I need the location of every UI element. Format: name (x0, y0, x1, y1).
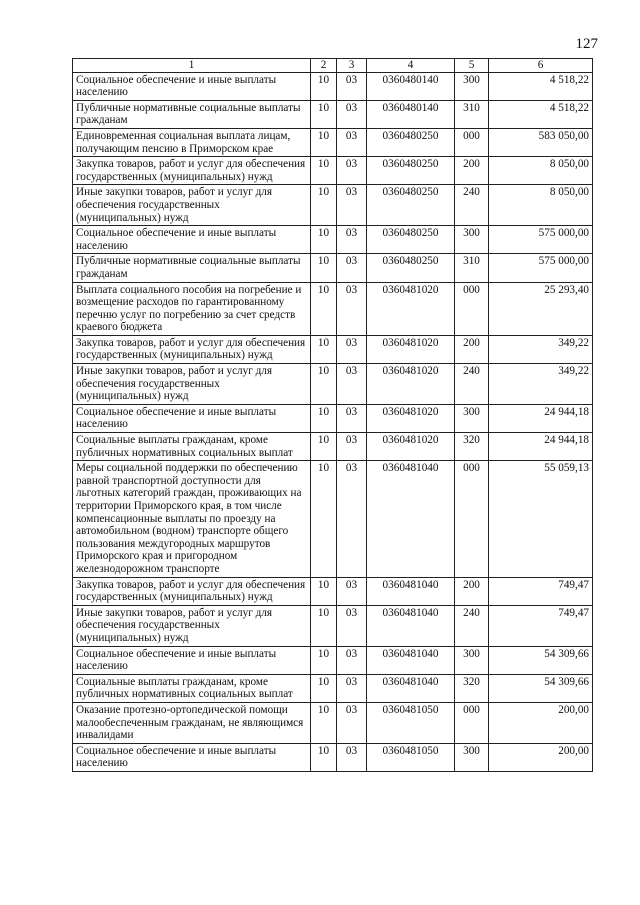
expense-type-code-cell: 200 (455, 157, 489, 185)
target-item-code-cell: 0360481020 (367, 335, 455, 363)
column-header-3: 3 (337, 59, 367, 73)
target-item-code-cell: 0360481050 (367, 702, 455, 743)
target-item-code-cell: 0360481050 (367, 743, 455, 771)
row-name-cell: Социальное обеспечение и иные выплаты населению (73, 743, 311, 771)
amount-cell: 24 944,18 (489, 404, 593, 432)
table-row (73, 577, 593, 605)
target-item-code-cell: 0360481040 (367, 577, 455, 605)
row-name-cell: Иные закупки товаров, работ и услуг для обеспечения государственных (муниципальных) нужд (73, 605, 311, 646)
expense-type-code-cell: 300 (455, 226, 489, 254)
row-name-cell: Единовременная социальная выплата лицам, получающим пенсию в Приморском крае (73, 128, 311, 156)
table-row (73, 433, 593, 461)
row-name-cell: Закупка товаров, работ и услуг для обеспечения государственных (муниципальных) нужд (73, 577, 311, 605)
expense-type-code-cell: 200 (455, 577, 489, 605)
expense-type-code-cell: 300 (455, 646, 489, 674)
amount-cell: 200,00 (489, 743, 593, 771)
subsection-code-cell: 03 (337, 254, 367, 282)
row-name-cell: Социальное обеспечение и иные выплаты населению (73, 404, 311, 432)
column-header-5: 5 (455, 59, 489, 73)
subsection-code-cell: 03 (337, 364, 367, 405)
column-header-6: 6 (489, 59, 593, 73)
section-code-cell: 10 (311, 226, 337, 254)
expense-type-code-cell: 000 (455, 702, 489, 743)
expense-type-code-cell: 320 (455, 674, 489, 702)
section-code-cell: 10 (311, 461, 337, 577)
expense-type-code-cell: 240 (455, 364, 489, 405)
subsection-code-cell: 03 (337, 674, 367, 702)
table-row (73, 157, 593, 185)
table-row (73, 461, 593, 577)
subsection-code-cell: 03 (337, 185, 367, 226)
table-header-row (73, 59, 593, 73)
target-item-code-cell: 0360481040 (367, 461, 455, 577)
target-item-code-cell: 0360481020 (367, 433, 455, 461)
budget-table (72, 58, 593, 772)
section-code-cell: 10 (311, 282, 337, 335)
section-code-cell: 10 (311, 364, 337, 405)
target-item-code-cell: 0360481040 (367, 646, 455, 674)
row-name-cell: Иные закупки товаров, работ и услуг для обеспечения государственных (муниципальных) нужд (73, 364, 311, 405)
section-code-cell: 10 (311, 185, 337, 226)
amount-cell: 25 293,40 (489, 282, 593, 335)
section-code-cell: 10 (311, 128, 337, 156)
amount-cell: 54 309,66 (489, 674, 593, 702)
row-name-cell: Социальное обеспечение и иные выплаты населению (73, 646, 311, 674)
row-name-cell: Публичные нормативные социальные выплаты гражданам (73, 100, 311, 128)
amount-cell: 200,00 (489, 702, 593, 743)
table-row (73, 254, 593, 282)
expense-type-code-cell: 240 (455, 185, 489, 226)
subsection-code-cell: 03 (337, 577, 367, 605)
section-code-cell: 10 (311, 72, 337, 100)
subsection-code-cell: 03 (337, 702, 367, 743)
target-item-code-cell: 0360481020 (367, 404, 455, 432)
subsection-code-cell: 03 (337, 404, 367, 432)
section-code-cell: 10 (311, 577, 337, 605)
row-name-cell: Оказание протезно-ортопедической помощи малообеспеченным гражданам, не являющимся инвалидами (73, 702, 311, 743)
row-name-cell: Закупка товаров, работ и услуг для обеспечения государственных (муниципальных) нужд (73, 335, 311, 363)
table-row (73, 128, 593, 156)
table-row (73, 605, 593, 646)
section-code-cell: 10 (311, 433, 337, 461)
expense-type-code-cell: 310 (455, 254, 489, 282)
section-code-cell: 10 (311, 254, 337, 282)
expense-type-code-cell: 200 (455, 335, 489, 363)
section-code-cell: 10 (311, 674, 337, 702)
amount-cell: 575 000,00 (489, 254, 593, 282)
amount-cell: 54 309,66 (489, 646, 593, 674)
target-item-code-cell: 0360480250 (367, 254, 455, 282)
row-name-cell: Социальное обеспечение и иные выплаты населению (73, 226, 311, 254)
target-item-code-cell: 0360481040 (367, 605, 455, 646)
table-row (73, 226, 593, 254)
subsection-code-cell: 03 (337, 335, 367, 363)
section-code-cell: 10 (311, 404, 337, 432)
target-item-code-cell: 0360480250 (367, 185, 455, 226)
amount-cell: 8 050,00 (489, 185, 593, 226)
amount-cell: 349,22 (489, 335, 593, 363)
section-code-cell: 10 (311, 157, 337, 185)
page-number: 127 (575, 36, 598, 52)
subsection-code-cell: 03 (337, 605, 367, 646)
expense-type-code-cell: 300 (455, 743, 489, 771)
amount-cell: 24 944,18 (489, 433, 593, 461)
row-name-cell: Социальные выплаты гражданам, кроме публичных нормативных социальных выплат (73, 674, 311, 702)
subsection-code-cell: 03 (337, 646, 367, 674)
table-row (73, 674, 593, 702)
subsection-code-cell: 03 (337, 72, 367, 100)
amount-cell: 4 518,22 (489, 100, 593, 128)
section-code-cell: 10 (311, 743, 337, 771)
amount-cell: 349,22 (489, 364, 593, 405)
column-header-1: 1 (73, 59, 311, 73)
target-item-code-cell: 0360480250 (367, 128, 455, 156)
subsection-code-cell: 03 (337, 157, 367, 185)
table-row (73, 743, 593, 771)
table-row (73, 185, 593, 226)
table-row (73, 282, 593, 335)
row-name-cell: Социальные выплаты гражданам, кроме публичных нормативных социальных выплат (73, 433, 311, 461)
target-item-code-cell: 0360481020 (367, 282, 455, 335)
target-item-code-cell: 0360480140 (367, 72, 455, 100)
section-code-cell: 10 (311, 100, 337, 128)
row-name-cell: Выплата социального пособия на погребение и возмещение расходов по гарантированному перечню услуг по погребению за счет средств краевого бюджета (73, 282, 311, 335)
target-item-code-cell: 0360480250 (367, 226, 455, 254)
section-code-cell: 10 (311, 702, 337, 743)
expense-type-code-cell: 000 (455, 128, 489, 156)
row-name-cell: Иные закупки товаров, работ и услуг для обеспечения государственных (муниципальных) нужд (73, 185, 311, 226)
amount-cell: 583 050,00 (489, 128, 593, 156)
table-row (73, 335, 593, 363)
amount-cell: 749,47 (489, 577, 593, 605)
subsection-code-cell: 03 (337, 461, 367, 577)
amount-cell: 8 050,00 (489, 157, 593, 185)
column-header-2: 2 (311, 59, 337, 73)
expense-type-code-cell: 300 (455, 404, 489, 432)
subsection-code-cell: 03 (337, 282, 367, 335)
target-item-code-cell: 0360481020 (367, 364, 455, 405)
section-code-cell: 10 (311, 605, 337, 646)
section-code-cell: 10 (311, 335, 337, 363)
amount-cell: 55 059,13 (489, 461, 593, 577)
amount-cell: 4 518,22 (489, 72, 593, 100)
row-name-cell: Меры социальной поддержки по обеспечению равной транспортной доступности для льготных категорий граждан, проживающих на территории Приморского края, в том числе компенсационные выплаты по проезду на автомобильном (водном) транспорте общего пользования междугородных маршрутов Приморского края и пригородном железнодорожном транспорте (73, 461, 311, 577)
subsection-code-cell: 03 (337, 100, 367, 128)
row-name-cell: Социальное обеспечение и иные выплаты населению (73, 72, 311, 100)
section-code-cell: 10 (311, 646, 337, 674)
expense-type-code-cell: 000 (455, 461, 489, 577)
table-row (73, 404, 593, 432)
amount-cell: 575 000,00 (489, 226, 593, 254)
column-header-4: 4 (367, 59, 455, 73)
table-row (73, 364, 593, 405)
target-item-code-cell: 0360480250 (367, 157, 455, 185)
expense-type-code-cell: 310 (455, 100, 489, 128)
amount-cell: 749,47 (489, 605, 593, 646)
expense-type-code-cell: 320 (455, 433, 489, 461)
row-name-cell: Публичные нормативные социальные выплаты гражданам (73, 254, 311, 282)
expense-type-code-cell: 000 (455, 282, 489, 335)
table-row (73, 100, 593, 128)
expense-type-code-cell: 240 (455, 605, 489, 646)
target-item-code-cell: 0360480140 (367, 100, 455, 128)
subsection-code-cell: 03 (337, 226, 367, 254)
table-row (73, 646, 593, 674)
target-item-code-cell: 0360481040 (367, 674, 455, 702)
subsection-code-cell: 03 (337, 433, 367, 461)
table-row (73, 72, 593, 100)
table-row (73, 702, 593, 743)
row-name-cell: Закупка товаров, работ и услуг для обеспечения государственных (муниципальных) нужд (73, 157, 311, 185)
subsection-code-cell: 03 (337, 743, 367, 771)
expense-type-code-cell: 300 (455, 72, 489, 100)
subsection-code-cell: 03 (337, 128, 367, 156)
